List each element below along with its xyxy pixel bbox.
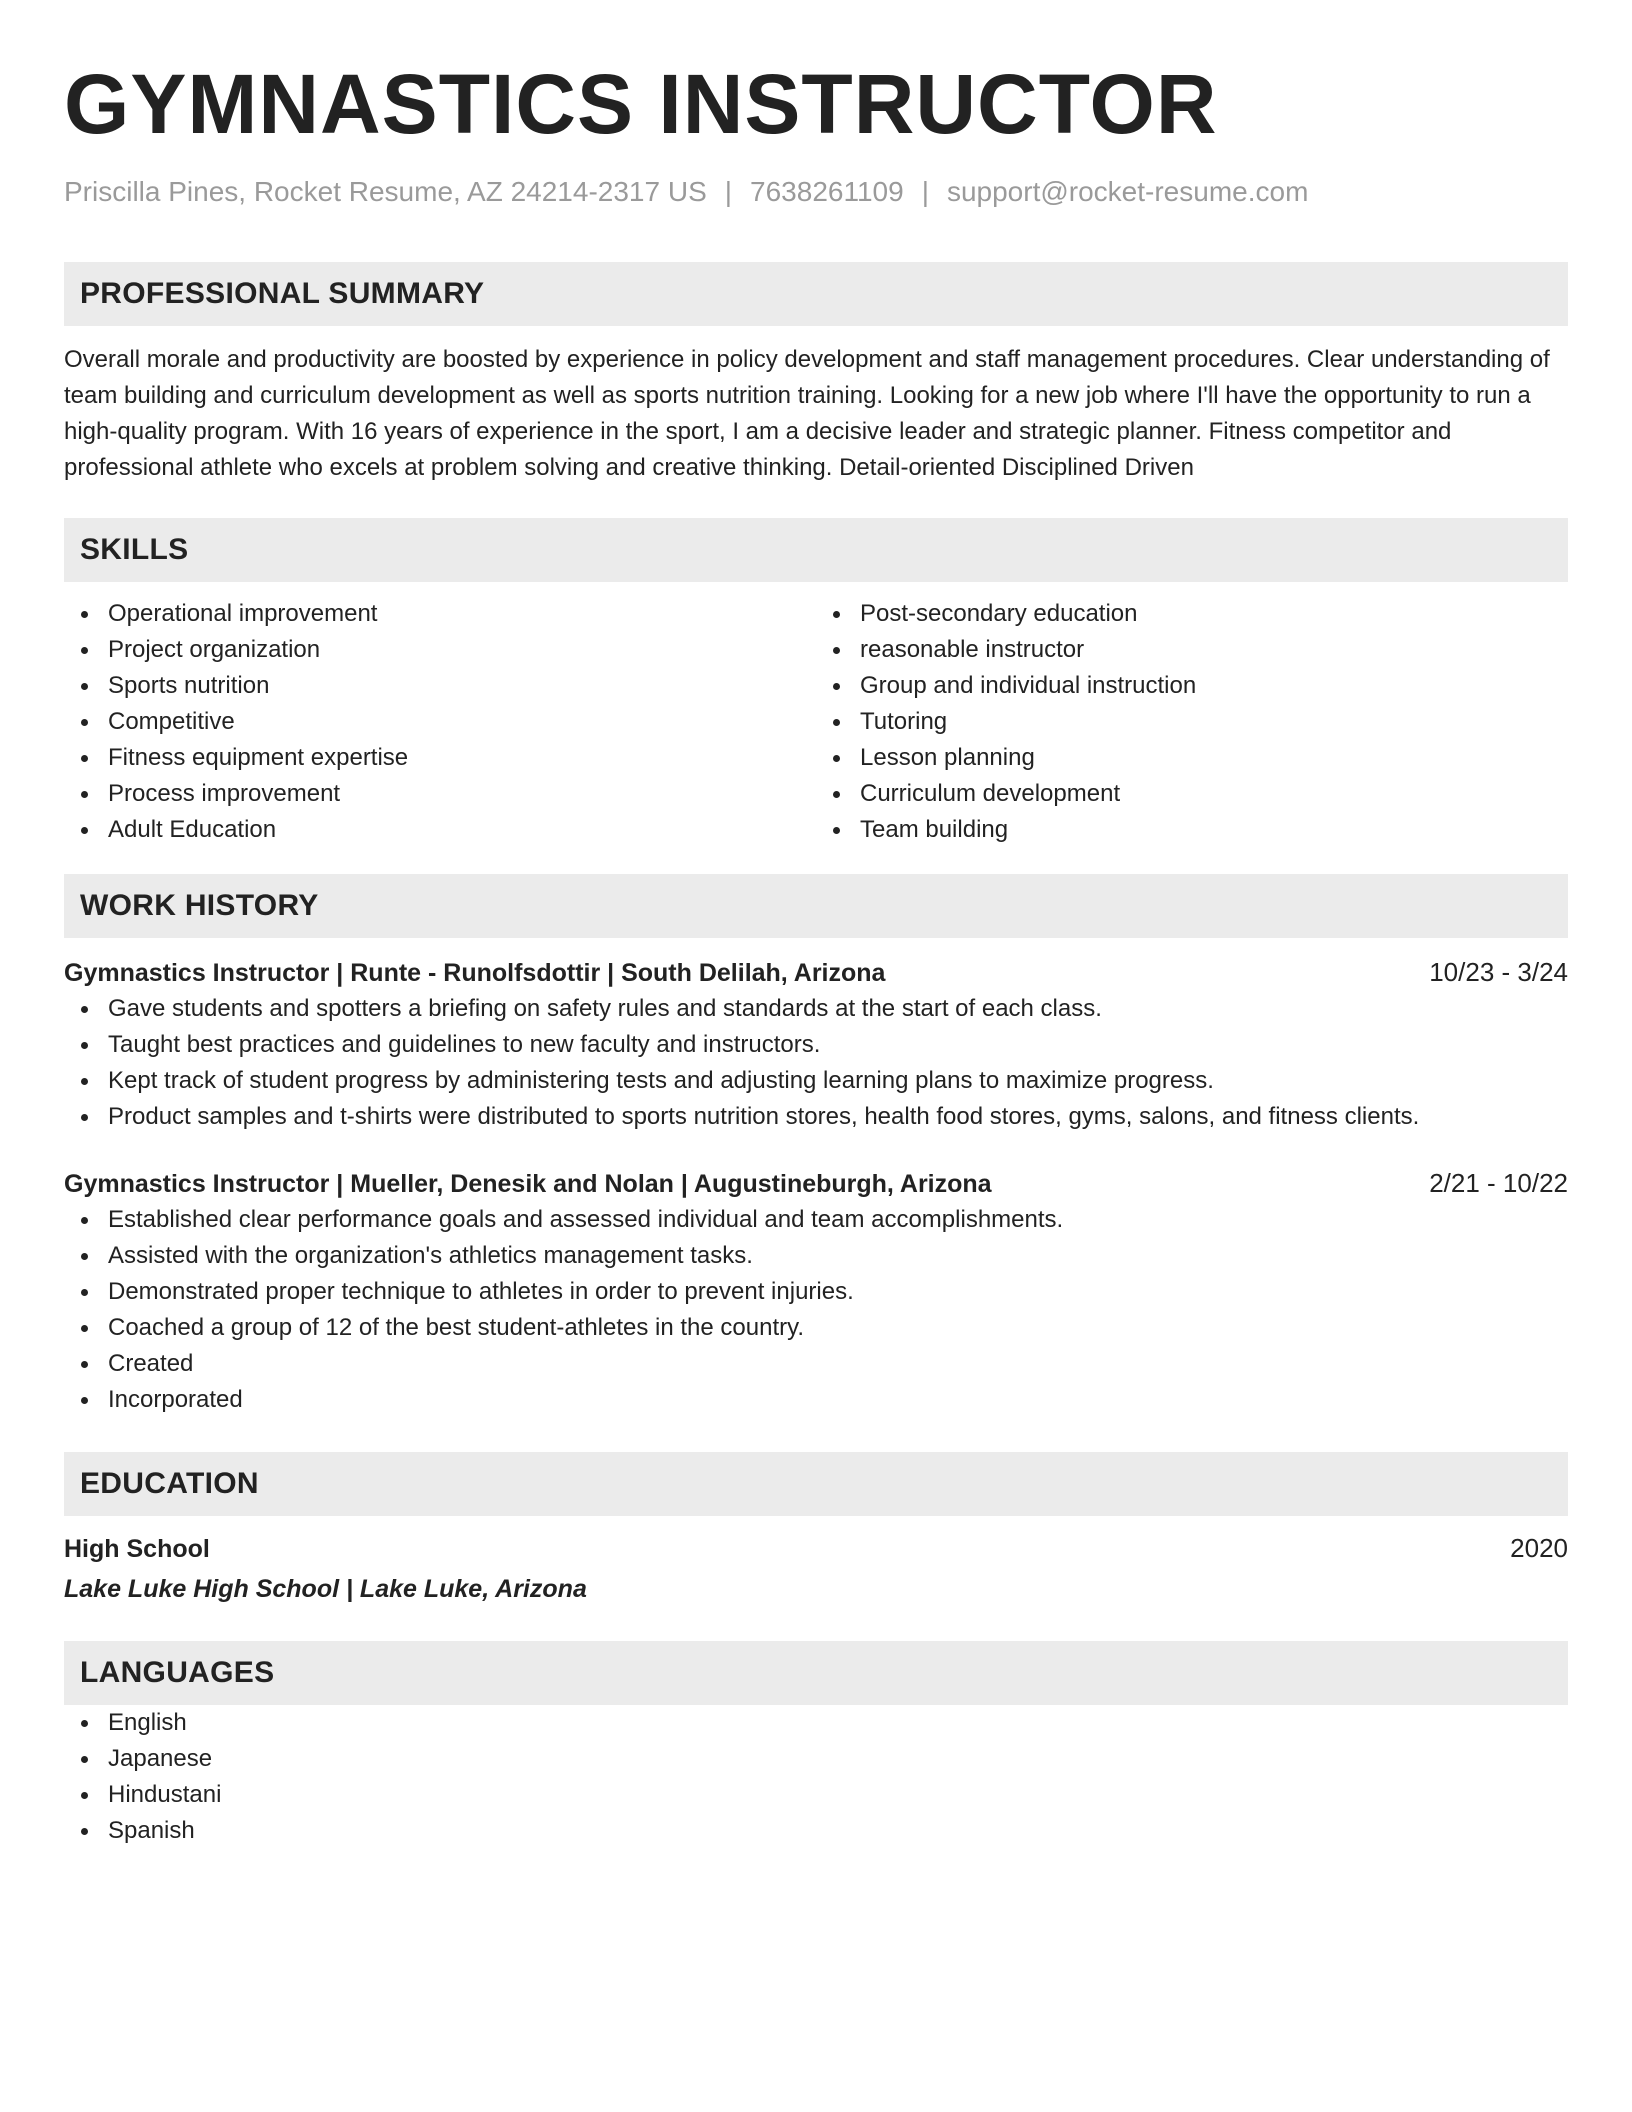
job-heading: Gymnastics Instructor | Runte - Runolfsdottir | South Delilah, Arizona bbox=[64, 959, 886, 987]
job-bullet: Taught best practices and guidelines to new faculty and instructors. bbox=[64, 1027, 1568, 1063]
education-heading-row bbox=[64, 1530, 1568, 1567]
bullet-icon bbox=[81, 827, 88, 834]
job-bullet-list bbox=[64, 1202, 1568, 1418]
bullet-icon bbox=[81, 791, 88, 798]
job-bullet: Kept track of student progress by administering tests and adjusting learning plans to maximize progress. bbox=[64, 1063, 1568, 1099]
bullet-icon bbox=[81, 1217, 88, 1224]
job-entry bbox=[64, 1165, 1568, 1418]
job-bullet-list bbox=[64, 991, 1568, 1135]
contact-separator: | bbox=[921, 176, 929, 207]
resume-name: GYMNASTICS INSTRUCTOR bbox=[64, 57, 1218, 151]
job-heading-row bbox=[64, 954, 1568, 991]
section-header-skills: SKILLS bbox=[64, 518, 1568, 582]
bullet-icon bbox=[81, 1397, 88, 1404]
job-bullet: Demonstrated proper technique to athletes in order to prevent injuries. bbox=[64, 1274, 1568, 1310]
section-header-summary: PROFESSIONAL SUMMARY bbox=[64, 262, 1568, 326]
contact-phone: 7638261109 bbox=[750, 176, 904, 207]
bullet-icon bbox=[81, 1289, 88, 1296]
job-bullet: Product samples and t-shirts were distributed to sports nutrition stores, health food stores, gyms, salons, and fitness clients. bbox=[64, 1099, 1568, 1135]
contact-line bbox=[64, 174, 1568, 210]
skill-item: Competitive bbox=[64, 704, 816, 740]
education-year: 2020 bbox=[1510, 1533, 1568, 1563]
language-item: Hindustani bbox=[64, 1777, 1568, 1813]
bullet-icon bbox=[833, 791, 840, 798]
skills-list-left bbox=[64, 596, 816, 848]
skill-item: Post-secondary education bbox=[816, 596, 1568, 632]
bullet-icon bbox=[833, 719, 840, 726]
education-degree: High School bbox=[64, 1535, 210, 1563]
skill-item: Team building bbox=[816, 812, 1568, 848]
bullet-icon bbox=[833, 647, 840, 654]
bullet-icon bbox=[81, 1006, 88, 1013]
skill-item: Process improvement bbox=[64, 776, 816, 812]
bullet-icon bbox=[81, 611, 88, 618]
job-heading: Gymnastics Instructor | Mueller, Denesik and Nolan | Augustineburgh, Arizona bbox=[64, 1170, 992, 1198]
language-item: Japanese bbox=[64, 1741, 1568, 1777]
bullet-icon bbox=[81, 1114, 88, 1121]
bullet-icon bbox=[81, 647, 88, 654]
skill-item: Fitness equipment expertise bbox=[64, 740, 816, 776]
bullet-icon bbox=[81, 1253, 88, 1260]
job-bullet: Created bbox=[64, 1346, 1568, 1382]
bullet-icon bbox=[833, 611, 840, 618]
summary-text: Overall morale and productivity are boosted by experience in policy development and staff management procedures. Clear understanding of team building and curriculum development as well as sports nutrition training. Looking for a new job where I'll have the opportunity to run a high-quality program. With 16 years of experience in the sport, I am a decisive leader and strategic planner. Fitness competitor and professional athlete who excels at problem solving and creative thinking. Detail-oriented Disciplined Driven bbox=[64, 346, 1550, 481]
skill-item: Group and individual instruction bbox=[816, 668, 1568, 704]
bullet-icon bbox=[81, 719, 88, 726]
skill-item: reasonable instructor bbox=[816, 632, 1568, 668]
bullet-icon bbox=[833, 683, 840, 690]
contact-email: support@rocket-resume.com bbox=[946, 176, 1309, 207]
bullet-icon bbox=[81, 1792, 88, 1799]
skills-list-right bbox=[816, 596, 1568, 848]
languages-list bbox=[64, 1705, 1568, 1849]
job-bullet: Established clear performance goals and assessed individual and team accomplishments. bbox=[64, 1202, 1568, 1238]
job-heading-row bbox=[64, 1165, 1568, 1202]
section-header-education: EDUCATION bbox=[64, 1452, 1568, 1516]
bullet-icon bbox=[81, 1078, 88, 1085]
job-dates: 2/21 - 10/22 bbox=[1429, 1168, 1568, 1198]
contact-separator: | bbox=[724, 176, 733, 207]
skill-item: Sports nutrition bbox=[64, 668, 816, 704]
bullet-icon bbox=[81, 1720, 88, 1727]
bullet-icon bbox=[81, 755, 88, 762]
language-item: Spanish bbox=[64, 1813, 1568, 1849]
bullet-icon bbox=[81, 1325, 88, 1332]
bullet-icon bbox=[81, 1756, 88, 1763]
education-school: Lake Luke High School | Lake Luke, Arizona bbox=[64, 1575, 587, 1603]
section-header-work-history: WORK HISTORY bbox=[64, 874, 1568, 938]
bullet-icon bbox=[81, 1042, 88, 1049]
language-item: English bbox=[64, 1705, 1568, 1741]
contact-address: Priscilla Pines, Rocket Resume, AZ 24214-2317 US bbox=[64, 176, 707, 207]
bullet-icon bbox=[833, 755, 840, 762]
job-bullet: Coached a group of 12 of the best student-athletes in the country. bbox=[64, 1310, 1568, 1346]
bullet-icon bbox=[81, 1361, 88, 1368]
section-header-languages: LANGUAGES bbox=[64, 1641, 1568, 1705]
job-bullet: Assisted with the organization's athletics management tasks. bbox=[64, 1238, 1568, 1274]
job-bullet: Incorporated bbox=[64, 1382, 1568, 1418]
bullet-icon bbox=[81, 1828, 88, 1835]
job-bullet: Gave students and spotters a briefing on safety rules and standards at the start of each class. bbox=[64, 991, 1568, 1027]
skill-item: Tutoring bbox=[816, 704, 1568, 740]
skills-grid bbox=[64, 596, 1568, 848]
skill-item: Adult Education bbox=[64, 812, 816, 848]
bullet-icon bbox=[81, 683, 88, 690]
skill-item: Curriculum development bbox=[816, 776, 1568, 812]
bullet-icon bbox=[833, 827, 840, 834]
skill-item: Lesson planning bbox=[816, 740, 1568, 776]
skill-item: Project organization bbox=[64, 632, 816, 668]
job-dates: 10/23 - 3/24 bbox=[1429, 957, 1568, 987]
job-entry bbox=[64, 954, 1568, 1135]
skill-item: Operational improvement bbox=[64, 596, 816, 632]
